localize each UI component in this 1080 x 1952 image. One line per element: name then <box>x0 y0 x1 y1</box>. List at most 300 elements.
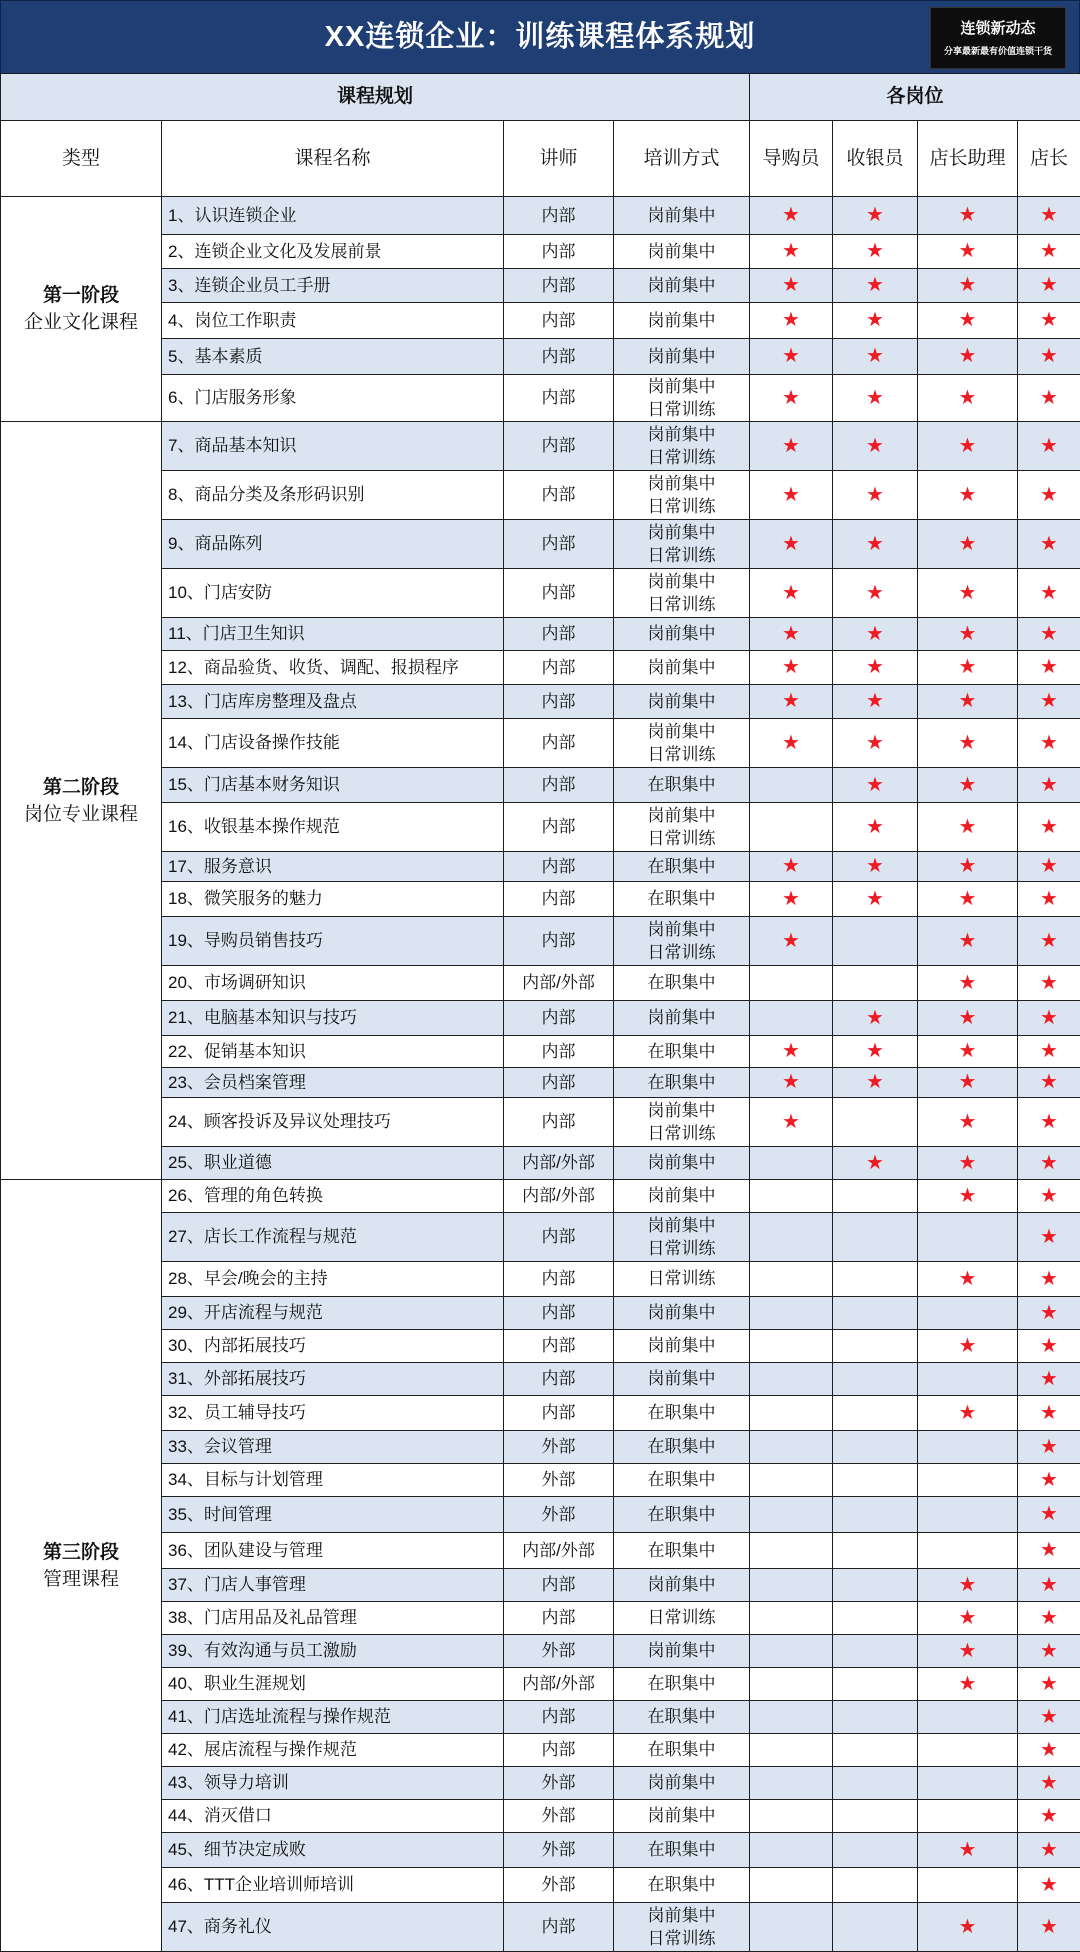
course-name: 29、开店流程与规范 <box>162 1297 504 1330</box>
star-icon: ★ <box>866 690 884 712</box>
course-row <box>1 1668 1080 1701</box>
star-icon: ★ <box>1040 930 1058 952</box>
position-mark-cell <box>1018 235 1080 269</box>
position-mark-cell <box>750 303 833 339</box>
course-row <box>1 1635 1080 1668</box>
star-icon: ★ <box>1040 1503 1058 1525</box>
position-mark-cell <box>1018 803 1080 852</box>
method-cell <box>614 1068 750 1098</box>
position-mark-cell <box>833 197 918 235</box>
method-text: 岗前集中 <box>648 1008 716 1027</box>
position-mark-cell <box>750 719 833 768</box>
position-mark-cell <box>833 1800 918 1833</box>
position-mark-cell <box>833 1297 918 1330</box>
method-text: 岗前集中 <box>648 206 716 225</box>
method-text: 在职集中 <box>648 1042 716 1061</box>
star-icon: ★ <box>782 1040 800 1062</box>
position-mark-cell <box>833 966 918 1001</box>
position-mark-cell <box>750 1001 833 1036</box>
position-mark-cell <box>1018 882 1080 917</box>
course-row <box>1 1001 1080 1036</box>
method-text: 岗前集中 <box>648 624 716 643</box>
star-icon: ★ <box>959 345 977 367</box>
course-row <box>1 1262 1080 1297</box>
course-name: 12、商品验货、收货、调配、报损程序 <box>162 651 504 685</box>
position-mark-cell <box>750 422 833 471</box>
method-cell <box>614 1767 750 1800</box>
star-icon: ★ <box>959 623 977 645</box>
method-text: 日常训练 <box>614 544 749 567</box>
course-row <box>1 1068 1080 1098</box>
star-icon: ★ <box>782 309 800 331</box>
position-mark-cell <box>918 1036 1018 1068</box>
col-header-position-guide: 导购员 <box>750 121 833 197</box>
stage-subtitle: 企业文化课程 <box>1 309 161 336</box>
position-mark-cell <box>1018 1330 1080 1363</box>
position-mark-cell <box>918 1533 1018 1569</box>
course-name: 22、促销基本知识 <box>162 1036 504 1068</box>
star-icon: ★ <box>1040 816 1058 838</box>
position-mark-cell <box>918 1635 1018 1668</box>
course-name: 5、基本素质 <box>162 339 504 375</box>
method-text: 在职集中 <box>648 857 716 876</box>
position-mark-cell <box>918 768 1018 803</box>
star-icon: ★ <box>959 484 977 506</box>
star-icon: ★ <box>782 888 800 910</box>
star-icon: ★ <box>866 582 884 604</box>
position-mark-cell <box>1018 1068 1080 1098</box>
star-icon: ★ <box>1040 1268 1058 1290</box>
position-mark-cell <box>1018 966 1080 1001</box>
position-mark-cell <box>833 1701 918 1734</box>
lecturer-cell: 内部 <box>504 1098 614 1147</box>
method-text: 岗前集中 <box>648 311 716 330</box>
position-mark-cell <box>833 1635 918 1668</box>
method-cell <box>614 303 750 339</box>
star-icon: ★ <box>959 1335 977 1357</box>
brand-logo <box>930 7 1066 69</box>
position-mark-cell <box>918 719 1018 768</box>
star-icon: ★ <box>782 274 800 296</box>
course-name: 19、导购员销售技巧 <box>162 917 504 966</box>
position-mark-cell <box>833 569 918 618</box>
star-icon: ★ <box>959 1007 977 1029</box>
course-row <box>1 1833 1080 1868</box>
method-cell <box>614 966 750 1001</box>
method-cell <box>614 1533 750 1569</box>
lecturer-cell: 内部 <box>504 269 614 303</box>
course-name: 13、门店库房整理及盘点 <box>162 685 504 719</box>
position-mark-cell <box>750 1635 833 1668</box>
position-mark-cell <box>1018 520 1080 569</box>
course-table-wrapper <box>0 73 1080 1952</box>
position-mark-cell <box>1018 375 1080 422</box>
position-mark-cell <box>1018 1297 1080 1330</box>
star-icon: ★ <box>866 888 884 910</box>
position-mark-cell <box>918 1903 1018 1952</box>
method-cell <box>614 1734 750 1767</box>
position-mark-cell <box>1018 1602 1080 1635</box>
course-row <box>1 1602 1080 1635</box>
position-mark-cell <box>1018 1569 1080 1602</box>
lecturer-cell: 内部 <box>504 1602 614 1635</box>
method-cell <box>614 520 750 569</box>
stage-cell <box>1 197 162 422</box>
star-icon: ★ <box>1040 582 1058 604</box>
star-icon: ★ <box>959 656 977 678</box>
course-row <box>1 1363 1080 1396</box>
method-text: 日常训练 <box>614 398 749 421</box>
lecturer-cell: 内部 <box>504 803 614 852</box>
position-mark-cell <box>1018 768 1080 803</box>
position-mark-cell <box>1018 1363 1080 1396</box>
position-mark-cell <box>750 1497 833 1533</box>
star-icon: ★ <box>959 690 977 712</box>
stage-title: 第一阶段 <box>1 282 161 309</box>
position-mark-cell <box>833 235 918 269</box>
lecturer-cell: 外部 <box>504 1431 614 1464</box>
position-mark-cell <box>1018 303 1080 339</box>
star-icon: ★ <box>1040 1226 1058 1248</box>
position-mark-cell <box>1018 651 1080 685</box>
position-mark-cell <box>1018 1098 1080 1147</box>
course-row <box>1 651 1080 685</box>
position-mark-cell <box>918 1213 1018 1262</box>
method-text: 岗前集中 <box>614 423 749 446</box>
star-icon: ★ <box>866 623 884 645</box>
col-header-position-assistant-manager: 店长助理 <box>918 121 1018 197</box>
course-row <box>1 1767 1080 1800</box>
course-name: 24、顾客投诉及异议处理技巧 <box>162 1098 504 1147</box>
method-cell <box>614 1262 750 1297</box>
lecturer-cell: 内部 <box>504 1262 614 1297</box>
lecturer-cell: 内部 <box>504 1363 614 1396</box>
position-mark-cell <box>1018 1036 1080 1068</box>
star-icon: ★ <box>866 345 884 367</box>
position-mark-cell <box>833 1001 918 1036</box>
course-name: 46、TTT企业培训师培训 <box>162 1868 504 1903</box>
star-icon: ★ <box>866 732 884 754</box>
course-row <box>1 1330 1080 1363</box>
position-mark-cell <box>918 1701 1018 1734</box>
star-icon: ★ <box>959 1040 977 1062</box>
course-name: 1、认识连锁企业 <box>162 197 504 235</box>
course-name: 39、有效沟通与员工激励 <box>162 1635 504 1668</box>
position-mark-cell <box>833 1602 918 1635</box>
course-row <box>1 1098 1080 1147</box>
course-row <box>1 803 1080 852</box>
method-text: 岗前集中 <box>648 1773 716 1792</box>
col-header-course-name: 课程名称 <box>162 121 504 197</box>
method-cell <box>614 1396 750 1431</box>
star-icon: ★ <box>782 204 800 226</box>
course-name: 23、会员档案管理 <box>162 1068 504 1098</box>
position-mark-cell <box>918 618 1018 651</box>
star-icon: ★ <box>866 656 884 678</box>
stage-subtitle: 岗位专业课程 <box>1 801 161 828</box>
method-cell <box>614 1903 750 1952</box>
method-text: 岗前集中 <box>648 1575 716 1594</box>
position-mark-cell <box>1018 339 1080 375</box>
star-icon: ★ <box>866 1152 884 1174</box>
lecturer-cell: 内部 <box>504 768 614 803</box>
course-name: 40、职业生涯规划 <box>162 1668 504 1701</box>
star-icon: ★ <box>1040 1185 1058 1207</box>
course-row <box>1 917 1080 966</box>
course-name: 25、职业道德 <box>162 1147 504 1180</box>
lecturer-cell: 内部 <box>504 685 614 719</box>
position-mark-cell <box>918 471 1018 520</box>
method-cell <box>614 917 750 966</box>
position-mark-cell <box>1018 269 1080 303</box>
col-header-type: 类型 <box>1 121 162 197</box>
course-row <box>1 339 1080 375</box>
lecturer-cell: 外部 <box>504 1635 614 1668</box>
method-text: 岗前集中 <box>614 472 749 495</box>
course-name: 7、商品基本知识 <box>162 422 504 471</box>
course-row <box>1 966 1080 1001</box>
lecturer-cell: 内部 <box>504 1903 614 1952</box>
position-mark-cell <box>918 1668 1018 1701</box>
star-icon: ★ <box>782 656 800 678</box>
course-row <box>1 1464 1080 1497</box>
method-cell <box>614 197 750 235</box>
position-mark-cell <box>833 1036 918 1068</box>
position-mark-cell <box>750 471 833 520</box>
star-icon: ★ <box>782 484 800 506</box>
lecturer-cell: 外部 <box>504 1868 614 1903</box>
method-text: 岗前集中 <box>648 1369 716 1388</box>
course-name: 45、细节决定成败 <box>162 1833 504 1868</box>
method-text: 在职集中 <box>648 775 716 794</box>
lecturer-cell: 内部 <box>504 422 614 471</box>
lecturer-cell: 内部 <box>504 1701 614 1734</box>
method-text: 日常训练 <box>648 1269 716 1288</box>
star-icon: ★ <box>959 1152 977 1174</box>
method-cell <box>614 1833 750 1868</box>
lecturer-cell: 内部 <box>504 1068 614 1098</box>
method-cell <box>614 685 750 719</box>
course-name: 41、门店选址流程与操作规范 <box>162 1701 504 1734</box>
position-mark-cell <box>750 1833 833 1868</box>
position-mark-cell <box>750 1262 833 1297</box>
method-cell <box>614 235 750 269</box>
method-text: 日常训练 <box>614 743 749 766</box>
position-mark-cell <box>918 685 1018 719</box>
stage-cell <box>1 1180 162 1952</box>
star-icon: ★ <box>1040 774 1058 796</box>
star-icon: ★ <box>866 533 884 555</box>
star-icon: ★ <box>1040 1402 1058 1424</box>
star-icon: ★ <box>782 1071 800 1093</box>
course-row <box>1 1180 1080 1213</box>
position-mark-cell <box>918 422 1018 471</box>
star-icon: ★ <box>959 1071 977 1093</box>
star-icon: ★ <box>959 435 977 457</box>
position-mark-cell <box>1018 917 1080 966</box>
star-icon: ★ <box>959 888 977 910</box>
stage-cell <box>1 422 162 1180</box>
star-icon: ★ <box>959 204 977 226</box>
position-mark-cell <box>918 1734 1018 1767</box>
method-text: 岗前集中 <box>648 1153 716 1172</box>
star-icon: ★ <box>866 1040 884 1062</box>
lecturer-cell: 内部 <box>504 1213 614 1262</box>
method-cell <box>614 1147 750 1180</box>
star-icon: ★ <box>1040 1574 1058 1596</box>
position-mark-cell <box>750 1701 833 1734</box>
course-name: 43、领导力培训 <box>162 1767 504 1800</box>
position-mark-cell <box>833 1363 918 1396</box>
position-mark-cell <box>918 1464 1018 1497</box>
method-text: 日常训练 <box>614 1122 749 1145</box>
position-mark-cell <box>750 1767 833 1800</box>
position-mark-cell <box>750 235 833 269</box>
position-mark-cell <box>918 1180 1018 1213</box>
col-header-method: 培训方式 <box>614 121 750 197</box>
position-mark-cell <box>1018 1701 1080 1734</box>
position-mark-cell <box>1018 1213 1080 1262</box>
course-row <box>1 520 1080 569</box>
position-mark-cell <box>918 569 1018 618</box>
star-icon: ★ <box>959 816 977 838</box>
method-text: 在职集中 <box>648 1437 716 1456</box>
course-row <box>1 569 1080 618</box>
star-icon: ★ <box>1040 972 1058 994</box>
method-cell <box>614 1036 750 1068</box>
position-mark-cell <box>750 966 833 1001</box>
course-name: 26、管理的角色转换 <box>162 1180 504 1213</box>
star-icon: ★ <box>959 309 977 331</box>
position-mark-cell <box>1018 1464 1080 1497</box>
course-row <box>1 1036 1080 1068</box>
position-mark-cell <box>750 1068 833 1098</box>
position-mark-cell <box>918 917 1018 966</box>
method-text: 岗前集中 <box>614 1099 749 1122</box>
position-mark-cell <box>833 1330 918 1363</box>
star-icon: ★ <box>782 240 800 262</box>
star-icon: ★ <box>1040 1640 1058 1662</box>
star-icon: ★ <box>959 387 977 409</box>
position-mark-cell <box>1018 1180 1080 1213</box>
position-mark-cell <box>918 269 1018 303</box>
star-icon: ★ <box>1040 484 1058 506</box>
course-name: 44、消灭借口 <box>162 1800 504 1833</box>
position-mark-cell <box>750 1868 833 1903</box>
lecturer-cell: 内部 <box>504 1330 614 1363</box>
star-icon: ★ <box>866 816 884 838</box>
star-icon: ★ <box>959 1640 977 1662</box>
lecturer-cell: 外部 <box>504 1464 614 1497</box>
method-text: 岗前集中 <box>614 1904 749 1927</box>
star-icon: ★ <box>1040 1607 1058 1629</box>
position-mark-cell <box>833 1767 918 1800</box>
lecturer-cell: 内部 <box>504 569 614 618</box>
position-mark-cell <box>750 803 833 852</box>
position-mark-cell <box>918 1497 1018 1533</box>
position-mark-cell <box>750 1668 833 1701</box>
section-courses-header: 课程规划 <box>1 74 750 121</box>
position-mark-cell <box>918 339 1018 375</box>
course-row <box>1 1569 1080 1602</box>
position-mark-cell <box>918 1068 1018 1098</box>
course-name: 36、团队建设与管理 <box>162 1533 504 1569</box>
course-name: 15、门店基本财务知识 <box>162 768 504 803</box>
star-icon: ★ <box>959 274 977 296</box>
lecturer-cell: 内部 <box>504 719 614 768</box>
course-name: 38、门店用品及礼品管理 <box>162 1602 504 1635</box>
position-mark-cell <box>833 719 918 768</box>
star-icon: ★ <box>959 1607 977 1629</box>
method-text: 岗前集中 <box>648 242 716 261</box>
position-mark-cell <box>1018 618 1080 651</box>
star-icon: ★ <box>782 855 800 877</box>
position-mark-cell <box>833 375 918 422</box>
method-text: 岗前集中 <box>614 521 749 544</box>
course-name: 2、连锁企业文化及发展前景 <box>162 235 504 269</box>
star-icon: ★ <box>782 623 800 645</box>
star-icon: ★ <box>959 1839 977 1861</box>
method-cell <box>614 339 750 375</box>
course-row <box>1 1533 1080 1569</box>
course-row <box>1 1497 1080 1533</box>
method-cell <box>614 1213 750 1262</box>
course-row <box>1 1213 1080 1262</box>
method-cell <box>614 1602 750 1635</box>
method-cell <box>614 1668 750 1701</box>
method-text: 在职集中 <box>648 1470 716 1489</box>
star-icon: ★ <box>959 533 977 555</box>
method-cell <box>614 1001 750 1036</box>
method-cell <box>614 1497 750 1533</box>
position-mark-cell <box>833 1396 918 1431</box>
position-mark-cell <box>833 1497 918 1533</box>
star-icon: ★ <box>1040 387 1058 409</box>
method-text: 在职集中 <box>648 1674 716 1693</box>
position-mark-cell <box>918 852 1018 882</box>
position-mark-cell <box>833 1903 918 1952</box>
star-icon: ★ <box>866 274 884 296</box>
col-header-position-store-manager: 店长 <box>1018 121 1080 197</box>
method-cell <box>614 882 750 917</box>
course-row <box>1 768 1080 803</box>
method-text: 在职集中 <box>648 889 716 908</box>
lecturer-cell: 内部 <box>504 197 614 235</box>
position-mark-cell <box>833 1431 918 1464</box>
method-text: 日常训练 <box>648 1608 716 1627</box>
lecturer-cell: 内部/外部 <box>504 1533 614 1569</box>
position-mark-cell <box>1018 1147 1080 1180</box>
method-text: 岗前集中 <box>648 1186 716 1205</box>
method-text: 岗前集中 <box>614 1214 749 1237</box>
method-text: 岗前集中 <box>648 1303 716 1322</box>
star-icon: ★ <box>1040 435 1058 457</box>
course-row <box>1 1297 1080 1330</box>
lecturer-cell: 内部 <box>504 618 614 651</box>
position-mark-cell <box>750 339 833 375</box>
lecturer-cell: 内部 <box>504 882 614 917</box>
lecturer-cell: 内部 <box>504 852 614 882</box>
position-mark-cell <box>918 882 1018 917</box>
position-mark-cell <box>918 303 1018 339</box>
method-text: 岗前集中 <box>648 276 716 295</box>
course-row <box>1 269 1080 303</box>
position-mark-cell <box>750 917 833 966</box>
position-mark-cell <box>918 1330 1018 1363</box>
position-mark-cell <box>1018 1262 1080 1297</box>
star-icon: ★ <box>1040 533 1058 555</box>
course-name: 33、会议管理 <box>162 1431 504 1464</box>
